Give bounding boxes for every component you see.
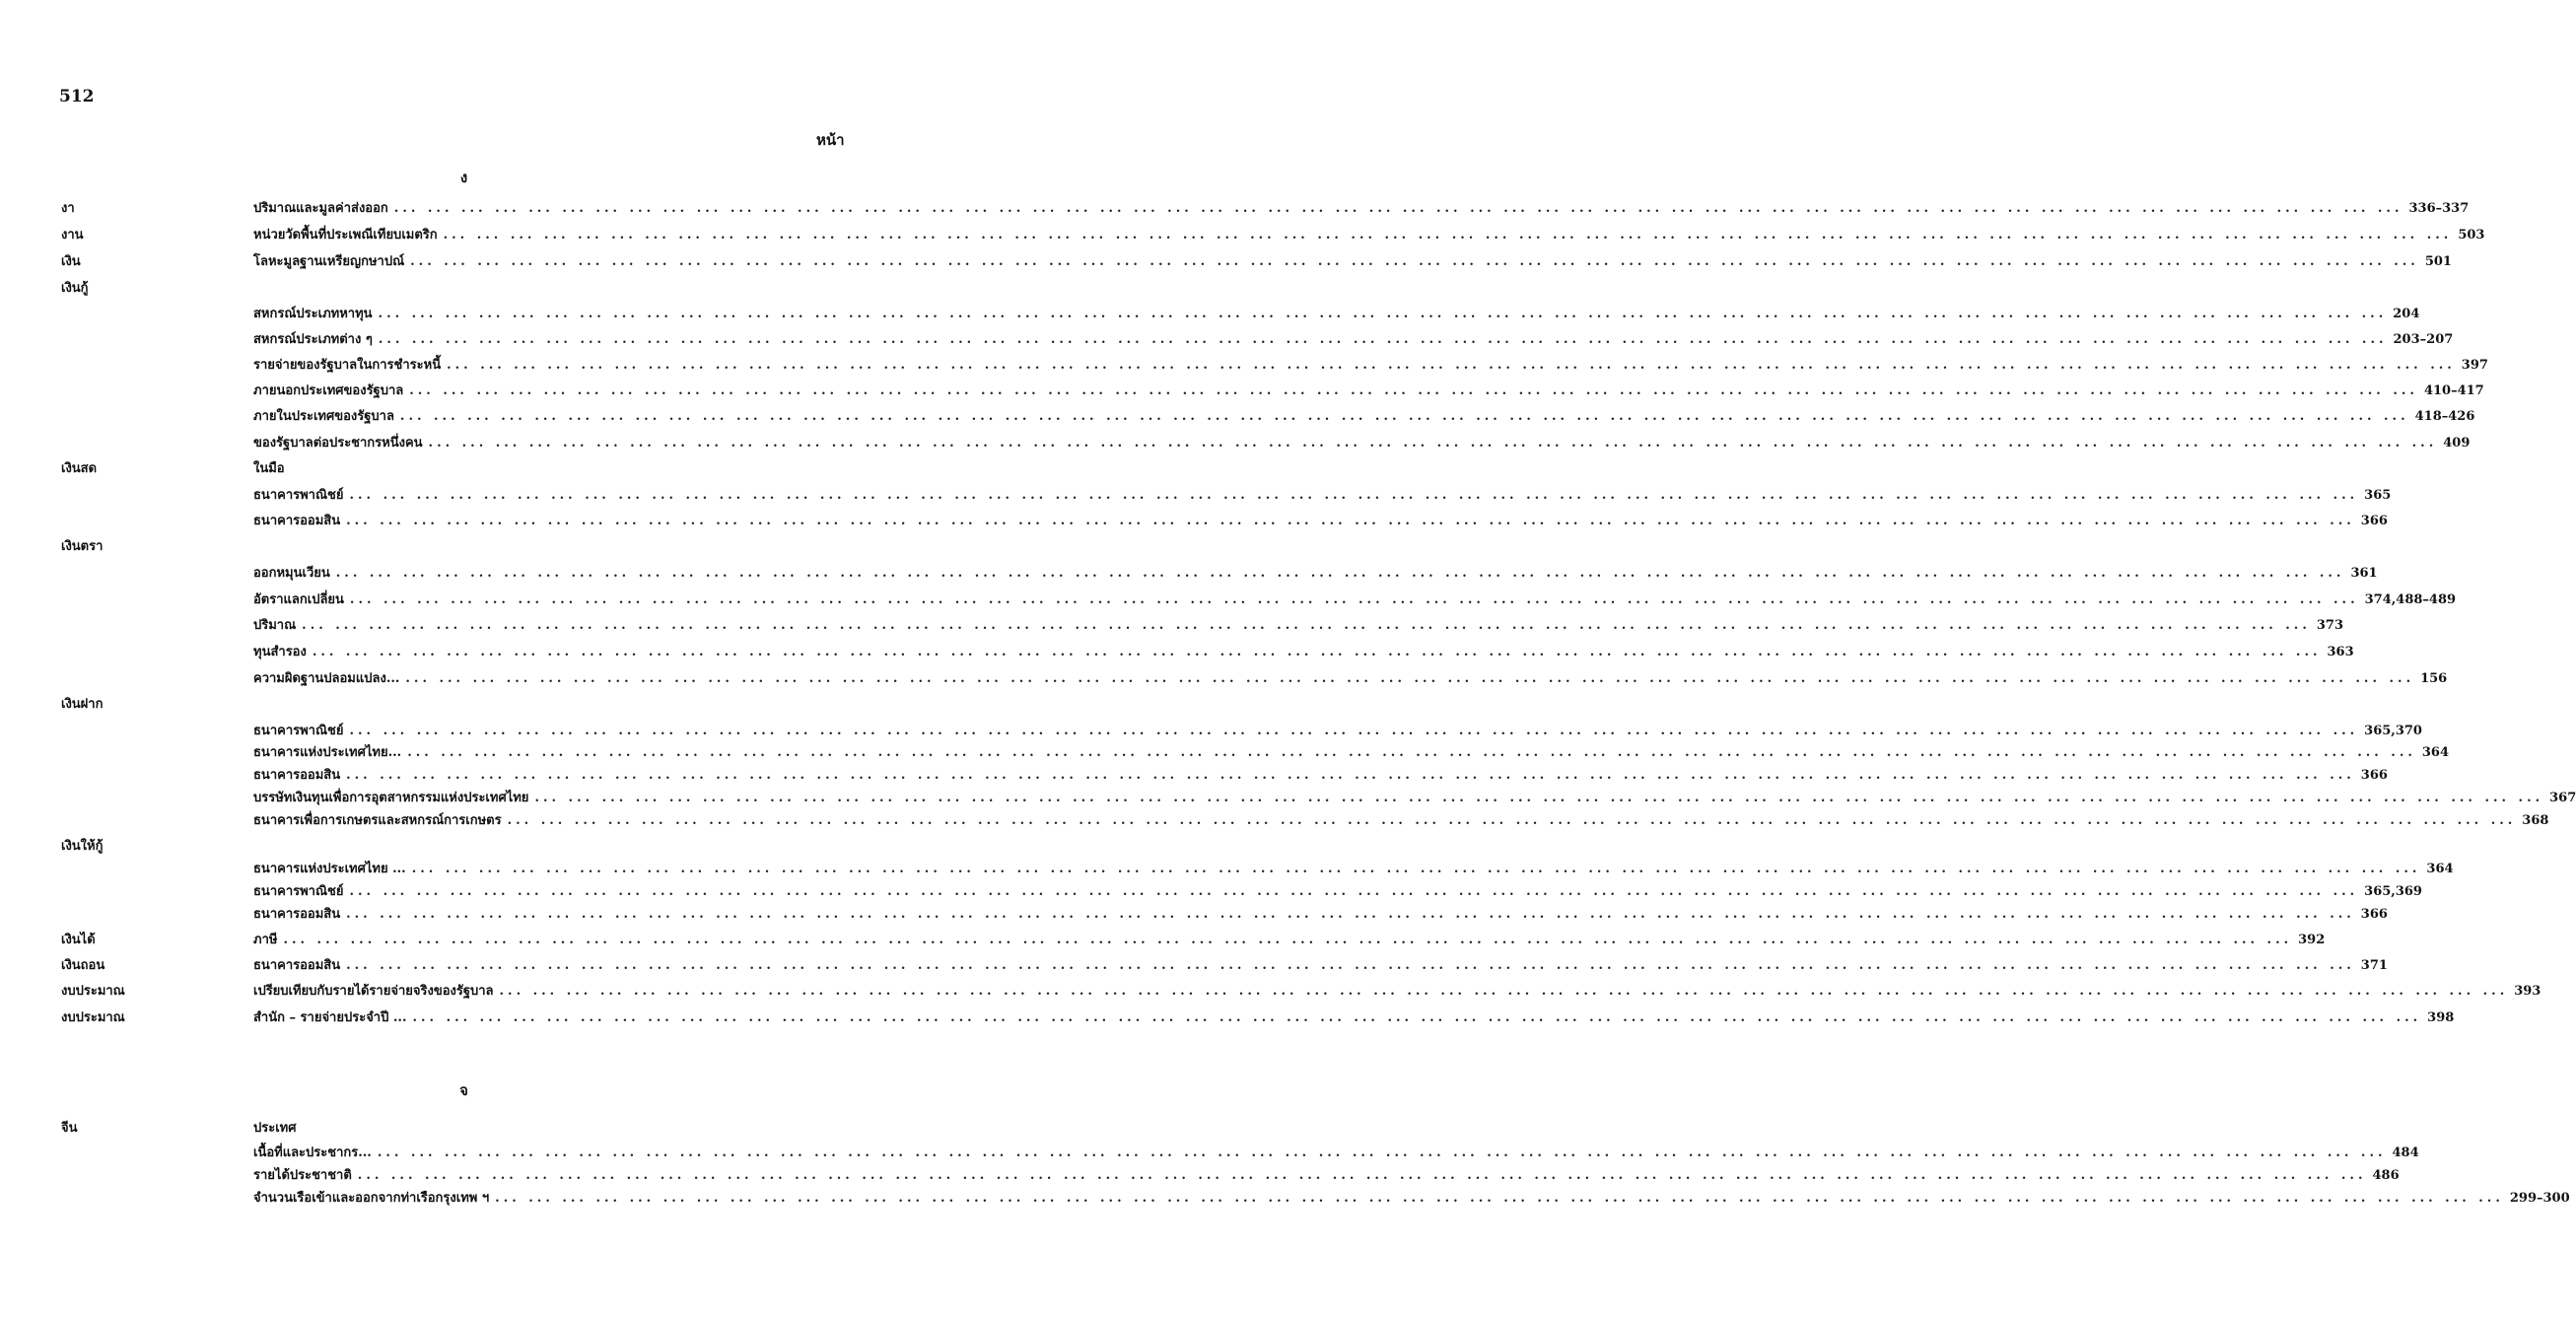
dot-leader: ... ... ... ... ... ... ... ... ... ... ... ... ... ... ... ... ... ... ... ... ... ... ... ... ... ... ... ... ... ... ... ... ... ... ... ... ... ... ... ... ... ... ... ... ... ... ... ... ... ... ... ... ... ... ... ... ... ... ... ... bbox=[412, 1010, 2422, 1025]
entry-label: สหกรณ์ประเภทหาทุน bbox=[253, 307, 373, 321]
index-term: งาน bbox=[61, 228, 84, 243]
index-row bbox=[0, 667, 2448, 687]
dot-leader: ... ... ... ... ... ... ... ... ... ... ... ... ... ... ... ... ... ... ... ... ... ... ... ... ... ... ... ... ... ... ... ... ... ... ... ... ... ... ... ... ... ... ... ... ... ... ... ... ... ... ... ... ... ... ... ... ... ... ... ... bbox=[428, 436, 2438, 451]
dot-leader: ... ... ... ... ... ... ... ... ... ... ... ... ... ... ... ... ... ... ... ... ... ... ... ... ... ... ... ... ... ... ... ... ... ... ... ... ... ... ... ... ... ... ... ... ... ... ... ... ... ... ... ... ... ... ... ... ... ... ... ... bbox=[443, 228, 2453, 243]
index-row bbox=[0, 354, 2488, 374]
section-letter-heading: จ bbox=[459, 1081, 468, 1099]
index-term: เงิน bbox=[61, 254, 81, 269]
entry-label: ธนาคารพาณิชย์ bbox=[253, 724, 344, 738]
dot-leader: ... ... ... ... ... ... ... ... ... ... ... ... ... ... ... ... ... ... ... ... ... ... ... ... ... ... ... ... ... ... ... ... ... ... ... ... ... ... ... ... ... ... ... ... ... ... ... ... ... ... ... ... ... ... ... ... ... ... ... ... bbox=[377, 1145, 2387, 1160]
entry-label: ธนาคารพาณิชย์ bbox=[253, 884, 344, 899]
index-entry bbox=[253, 787, 2576, 807]
entry-label: ทุนสำรอง bbox=[253, 645, 307, 659]
dot-leader: ... ... ... ... ... ... ... ... ... ... ... ... ... ... ... ... ... ... ... ... ... ... ... ... ... ... ... ... ... ... ... ... ... ... ... ... ... ... ... ... ... ... ... ... ... ... ... ... ... ... ... ... ... ... ... ... ... ... ... ... bbox=[447, 358, 2456, 373]
dot-leader: ... ... ... ... ... ... ... ... ... ... ... ... ... ... ... ... ... ... ... ... ... ... ... ... ... ... ... ... ... ... ... ... ... ... ... ... ... ... ... ... ... ... ... ... ... ... ... ... ... ... ... ... ... ... ... ... ... ... ... ... bbox=[349, 884, 2359, 899]
entry-label: ภายในประเทศของรัฐบาล bbox=[253, 409, 394, 424]
index-row bbox=[0, 328, 2454, 348]
entry-page-ref: 398 bbox=[2427, 1010, 2455, 1025]
index-row bbox=[0, 835, 928, 855]
entry-page-ref: 365 bbox=[2364, 488, 2392, 503]
section-letter-heading: ง bbox=[459, 169, 468, 186]
dot-leader: ... ... ... ... ... ... ... ... ... ... ... ... ... ... ... ... ... ... ... ... ... ... ... ... ... ... ... ... ... ... ... ... ... ... ... ... ... ... ... ... ... ... ... ... ... ... ... ... ... ... ... ... ... ... ... ... ... ... ... ... bbox=[349, 488, 2359, 503]
dot-leader: ... ... ... ... ... ... ... ... ... ... ... ... ... ... ... ... ... ... ... ... ... ... ... ... ... ... ... ... ... ... ... ... ... ... ... ... ... ... ... ... ... ... ... ... ... ... ... ... ... ... ... ... ... ... ... ... ... ... ... ... bbox=[346, 768, 2355, 783]
entry-label: ออกหมุนเวียน bbox=[253, 566, 330, 581]
index-term: งา bbox=[61, 201, 75, 216]
entry-label: ธนาคารแห่งประเทศไทย ... bbox=[253, 862, 406, 876]
index-row bbox=[0, 380, 2484, 399]
entry-page-ref: 204 bbox=[2393, 307, 2420, 321]
dot-leader: ... ... ... ... ... ... ... ... ... ... ... ... ... ... ... ... ... ... ... ... ... ... ... ... ... ... ... ... ... ... ... ... ... ... ... ... ... ... ... ... ... ... ... ... ... ... ... ... ... ... ... ... ... ... ... ... ... ... ... ... bbox=[393, 201, 2403, 216]
dot-leader: ... ... ... ... ... ... ... ... ... ... ... ... ... ... ... ... ... ... ... ... ... ... ... ... ... ... ... ... ... ... ... ... ... ... ... ... ... ... ... ... ... ... ... ... ... ... ... ... ... ... ... ... ... ... ... ... ... ... ... ... bbox=[349, 724, 2359, 738]
page-number: 512 bbox=[59, 87, 95, 106]
index-row bbox=[0, 614, 2343, 634]
dot-leader: ... ... ... ... ... ... ... ... ... ... ... ... ... ... ... ... ... ... ... ... ... ... ... ... ... ... ... ... ... ... ... ... ... ... ... ... ... ... ... ... ... ... ... ... ... ... ... ... ... ... ... ... ... ... ... ... ... ... ... ... bbox=[399, 409, 2409, 424]
entry-page-ref: 393 bbox=[2514, 984, 2541, 999]
index-entry bbox=[253, 1117, 851, 1138]
index-term: เงินตรา bbox=[61, 539, 104, 554]
index-entry bbox=[253, 614, 2343, 635]
entry-page-ref: 503 bbox=[2458, 228, 2485, 243]
index-row bbox=[0, 197, 2470, 217]
index-row bbox=[0, 303, 2420, 322]
entry-label: ภายนอกประเทศของรัฐบาล bbox=[253, 383, 404, 398]
index-entry bbox=[253, 903, 2388, 924]
index-entry bbox=[253, 880, 2422, 901]
index-row bbox=[0, 1187, 2570, 1207]
index-entry bbox=[253, 980, 2541, 1001]
entry-page-ref: 363 bbox=[2327, 645, 2354, 659]
dot-leader: ... ... ... ... ... ... ... ... ... ... ... ... ... ... ... ... ... ... ... ... ... ... ... ... ... ... ... ... ... ... ... ... ... ... ... ... ... ... ... ... ... ... ... ... ... ... ... ... ... ... ... ... ... ... ... ... ... ... ... ... bbox=[411, 862, 2421, 876]
entry-page-ref: 364 bbox=[2426, 862, 2454, 876]
entry-page-ref: 203–207 bbox=[2393, 332, 2454, 347]
entry-page-ref: 374,488–489 bbox=[2364, 592, 2457, 607]
index-entry bbox=[253, 858, 2454, 878]
index-row bbox=[0, 903, 2388, 923]
index-term: งบประมาณ bbox=[61, 1010, 125, 1025]
entry-label: สำนัก – รายจ่ายประจำปี ... bbox=[253, 1010, 407, 1025]
entry-label: เปรียบเทียบกับรายได้รายจ่ายจริงของรัฐบาล bbox=[253, 984, 494, 999]
entry-label: ธนาคารออมสิน bbox=[253, 907, 341, 922]
index-row bbox=[0, 954, 2388, 974]
index-entry bbox=[253, 510, 2388, 530]
dot-leader: ... ... ... ... ... ... ... ... ... ... ... ... ... ... ... ... ... ... ... ... ... ... ... ... ... ... ... ... ... ... ... ... ... ... ... ... ... ... ... ... ... ... ... ... ... ... ... ... ... ... ... ... ... ... ... ... ... ... ... ... bbox=[534, 791, 2544, 805]
entry-label: ภาษี bbox=[253, 933, 278, 947]
entry-page-ref: 367 bbox=[2549, 791, 2576, 805]
entry-label: ความผิดฐานปลอมแปลง... bbox=[253, 671, 400, 686]
entry-label: บรรษัทเงินทุนเพื่อการอุตสาหกรรมแห่งประเทศไทย bbox=[253, 791, 529, 805]
entry-label: จำนวนเรือเข้าและออกจากท่าเรือกรุงเทพ ฯ bbox=[253, 1191, 490, 1206]
index-row bbox=[0, 1006, 2455, 1026]
index-entry bbox=[253, 1006, 2455, 1027]
index-row bbox=[0, 764, 2388, 784]
index-entry bbox=[253, 224, 2485, 244]
index-entry bbox=[253, 250, 2452, 271]
dot-leader: ... ... ... ... ... ... ... ... ... ... ... ... ... ... ... ... ... ... ... ... ... ... ... ... ... ... ... ... ... ... ... ... ... ... ... ... ... ... ... ... ... ... ... ... ... ... ... ... ... ... ... ... ... ... ... ... ... ... ... ... bbox=[312, 645, 2322, 659]
index-row bbox=[0, 510, 2388, 529]
index-entry bbox=[253, 589, 2457, 609]
dot-leader: ... ... ... ... ... ... ... ... ... ... ... ... ... ... ... ... ... ... ... ... ... ... ... ... ... ... ... ... ... ... ... ... ... ... ... ... ... ... ... ... ... ... ... ... ... ... ... ... ... ... ... ... ... ... ... ... ... ... ... ... bbox=[378, 332, 2388, 347]
index-entry bbox=[253, 432, 2471, 452]
index-row bbox=[0, 929, 2326, 948]
page-column-heading: หน้า bbox=[816, 131, 845, 149]
index-row bbox=[0, 250, 2452, 270]
entry-page-ref: 299–300 bbox=[2509, 1191, 2570, 1206]
index-entry bbox=[253, 1187, 2570, 1208]
index-row bbox=[0, 484, 2392, 504]
entry-page-ref: 336–337 bbox=[2408, 201, 2470, 216]
index-entry bbox=[253, 484, 2392, 505]
dot-leader: ... ... ... ... ... ... ... ... ... ... ... ... ... ... ... ... ... ... ... ... ... ... ... ... ... ... ... ... ... ... ... ... ... ... ... ... ... ... ... ... ... ... ... ... ... ... ... ... ... ... ... ... ... ... ... ... ... ... ... ... bbox=[335, 566, 2345, 581]
entry-page-ref: 366 bbox=[2360, 907, 2388, 922]
dot-leader: ... ... ... ... ... ... ... ... ... ... ... ... ... ... ... ... ... ... ... ... ... ... ... ... ... ... ... ... ... ... ... ... ... ... ... ... ... ... ... ... ... ... ... ... ... ... ... ... ... ... ... ... ... ... ... ... ... ... ... ... bbox=[346, 907, 2355, 922]
entry-label: ในมือ bbox=[253, 461, 285, 476]
index-row bbox=[0, 1164, 2400, 1184]
index-row bbox=[0, 1142, 2419, 1161]
dot-leader: ... ... ... ... ... ... ... ... ... ... ... ... ... ... ... ... ... ... ... ... ... ... ... ... ... ... ... ... ... ... ... ... ... ... ... ... ... ... ... ... ... ... ... ... ... ... ... ... ... ... ... ... ... ... ... ... ... ... ... ... bbox=[499, 984, 2509, 999]
index-row bbox=[0, 589, 2457, 608]
index-entry bbox=[253, 1142, 2419, 1162]
dot-leader: ... ... ... ... ... ... ... ... ... ... ... ... ... ... ... ... ... ... ... ... ... ... ... ... ... ... ... ... ... ... ... ... ... ... ... ... ... ... ... ... ... ... ... ... ... ... ... ... ... ... ... ... ... ... ... ... ... ... ... ... bbox=[407, 745, 2416, 760]
index-row bbox=[0, 720, 2422, 739]
index-term: เงินได้ bbox=[61, 933, 96, 947]
index-row bbox=[0, 858, 2454, 877]
index-term: เงินให้กู้ bbox=[61, 839, 104, 854]
index-entry bbox=[253, 954, 2388, 975]
entry-page-ref: 364 bbox=[2421, 745, 2450, 760]
index-entry bbox=[253, 741, 2450, 762]
entry-label: ประเทศ bbox=[253, 1121, 297, 1136]
index-row bbox=[0, 562, 2378, 582]
index-row bbox=[0, 1117, 928, 1137]
entry-page-ref: 365,370 bbox=[2364, 724, 2422, 738]
index-entry bbox=[253, 457, 851, 478]
entry-label: ธนาคารแห่งประเทศไทย... bbox=[253, 745, 402, 760]
entry-page-ref: 366 bbox=[2360, 768, 2388, 783]
index-row bbox=[0, 277, 928, 297]
index-term: เงินสด bbox=[61, 461, 98, 476]
entry-label: รายได้ประชาชาติ bbox=[253, 1168, 352, 1183]
index-term: เงินถอน bbox=[61, 958, 105, 973]
entry-page-ref: 409 bbox=[2443, 436, 2471, 451]
entry-label: รายจ่ายของรัฐบาลในการชำระหนี้ bbox=[253, 358, 442, 373]
entry-page-ref: 156 bbox=[2420, 671, 2448, 686]
index-entry bbox=[253, 354, 2488, 375]
index-entry bbox=[253, 303, 2420, 323]
dot-leader: ... ... ... ... ... ... ... ... ... ... ... ... ... ... ... ... ... ... ... ... ... ... ... ... ... ... ... ... ... ... ... ... ... ... ... ... ... ... ... ... ... ... ... ... ... ... ... ... ... ... ... ... ... ... ... ... ... ... ... ... bbox=[405, 671, 2415, 686]
dot-leader: ... ... ... ... ... ... ... ... ... ... ... ... ... ... ... ... ... ... ... ... ... ... ... ... ... ... ... ... ... ... ... ... ... ... ... ... ... ... ... ... ... ... ... ... ... ... ... ... ... ... ... ... ... ... ... ... ... ... ... ... bbox=[346, 958, 2355, 973]
index-row bbox=[0, 535, 928, 555]
index-entry bbox=[253, 405, 2475, 426]
index-row bbox=[0, 224, 2485, 243]
index-term: งบประมาณ bbox=[61, 984, 125, 999]
entry-label: ธนาคารพาณิชย์ bbox=[253, 488, 344, 503]
entry-page-ref: 366 bbox=[2360, 514, 2388, 528]
entry-label: เนื้อที่และประชากร... bbox=[253, 1145, 372, 1160]
entry-label: ปริมาณ bbox=[253, 618, 297, 633]
entry-label: สหกรณ์ประเภทต่าง ๆ bbox=[253, 332, 373, 347]
index-row bbox=[0, 787, 2576, 806]
index-term: จีน bbox=[61, 1121, 78, 1136]
dot-leader: ... ... ... ... ... ... ... ... ... ... ... ... ... ... ... ... ... ... ... ... ... ... ... ... ... ... ... ... ... ... ... ... ... ... ... ... ... ... ... ... ... ... ... ... ... ... ... ... ... ... ... ... ... ... ... ... ... ... ... ... bbox=[302, 618, 2311, 633]
index-row bbox=[0, 432, 2471, 451]
entry-page-ref: 361 bbox=[2350, 566, 2378, 581]
entry-label: ของรัฐบาลต่อประชากรหนึ่งคน bbox=[253, 436, 423, 451]
dot-leader: ... ... ... ... ... ... ... ... ... ... ... ... ... ... ... ... ... ... ... ... ... ... ... ... ... ... ... ... ... ... ... ... ... ... ... ... ... ... ... ... ... ... ... ... ... ... ... ... ... ... ... ... ... ... ... ... ... ... ... ... bbox=[495, 1191, 2504, 1206]
index-entry bbox=[253, 929, 2326, 949]
entry-page-ref: 418–426 bbox=[2414, 409, 2475, 424]
index-entry bbox=[253, 1164, 2400, 1185]
entry-page-ref: 365,369 bbox=[2364, 884, 2422, 899]
entry-label: ธนาคารออมสิน bbox=[253, 958, 341, 973]
dot-leader: ... ... ... ... ... ... ... ... ... ... ... ... ... ... ... ... ... ... ... ... ... ... ... ... ... ... ... ... ... ... ... ... ... ... ... ... ... ... ... ... ... ... ... ... ... ... ... ... ... ... ... ... ... ... ... ... ... ... ... ... bbox=[378, 307, 2388, 321]
dot-leader: ... ... ... ... ... ... ... ... ... ... ... ... ... ... ... ... ... ... ... ... ... ... ... ... ... ... ... ... ... ... ... ... ... ... ... ... ... ... ... ... ... ... ... ... ... ... ... ... ... ... ... ... ... ... ... ... ... ... ... ... bbox=[409, 383, 2418, 398]
index-entry bbox=[253, 641, 2354, 661]
index-entry bbox=[253, 197, 2470, 218]
entry-label: ธนาคารออมสิน bbox=[253, 514, 341, 528]
dot-leader: ... ... ... ... ... ... ... ... ... ... ... ... ... ... ... ... ... ... ... ... ... ... ... ... ... ... ... ... ... ... ... ... ... ... ... ... ... ... ... ... ... ... ... ... ... ... ... ... ... ... ... ... ... ... ... ... ... ... ... ... bbox=[357, 1168, 2367, 1183]
dot-leader: ... ... ... ... ... ... ... ... ... ... ... ... ... ... ... ... ... ... ... ... ... ... ... ... ... ... ... ... ... ... ... ... ... ... ... ... ... ... ... ... ... ... ... ... ... ... ... ... ... ... ... ... ... ... ... ... ... ... ... ... bbox=[283, 933, 2293, 947]
index-row bbox=[0, 809, 2549, 829]
index-row bbox=[0, 405, 2475, 425]
index-term: เงินกู้ bbox=[61, 281, 89, 296]
index-row bbox=[0, 880, 2422, 900]
index-row bbox=[0, 980, 2541, 1000]
index-entry bbox=[253, 809, 2549, 830]
entry-page-ref: 501 bbox=[2424, 254, 2452, 269]
dot-leader: ... ... ... ... ... ... ... ... ... ... ... ... ... ... ... ... ... ... ... ... ... ... ... ... ... ... ... ... ... ... ... ... ... ... ... ... ... ... ... ... ... ... ... ... ... ... ... ... ... ... ... ... ... ... ... ... ... ... ... ... bbox=[410, 254, 2419, 269]
index-entry bbox=[253, 764, 2388, 785]
dot-leader: ... ... ... ... ... ... ... ... ... ... ... ... ... ... ... ... ... ... ... ... ... ... ... ... ... ... ... ... ... ... ... ... ... ... ... ... ... ... ... ... ... ... ... ... ... ... ... ... ... ... ... ... ... ... ... ... ... ... ... ... bbox=[507, 813, 2517, 828]
index-entry bbox=[253, 380, 2484, 400]
entry-page-ref: 368 bbox=[2522, 813, 2549, 828]
dot-leader: ... ... ... ... ... ... ... ... ... ... ... ... ... ... ... ... ... ... ... ... ... ... ... ... ... ... ... ... ... ... ... ... ... ... ... ... ... ... ... ... ... ... ... ... ... ... ... ... ... ... ... ... ... ... ... ... ... ... ... ... bbox=[349, 592, 2359, 607]
index-entry bbox=[253, 562, 2378, 583]
entry-label: ธนาคารเพื่อการเกษตรและสหกรณ์การเกษตร bbox=[253, 813, 502, 828]
index-row bbox=[0, 457, 928, 477]
entry-page-ref: 397 bbox=[2461, 358, 2488, 373]
entry-page-ref: 373 bbox=[2316, 618, 2343, 633]
entry-page-ref: 410–417 bbox=[2423, 383, 2484, 398]
entry-page-ref: 486 bbox=[2372, 1168, 2400, 1183]
entry-page-ref: 484 bbox=[2392, 1145, 2419, 1160]
entry-label: โลหะมูลฐานเหรียญกษาปณ์ bbox=[253, 254, 405, 269]
entry-page-ref: 371 bbox=[2360, 958, 2388, 973]
entry-label: อัตราแลกเปลี่ยน bbox=[253, 592, 344, 607]
index-entry bbox=[253, 720, 2422, 740]
entry-label: ธนาคารออมสิน bbox=[253, 768, 341, 783]
entry-label: หน่วยวัดพื้นที่ประเพณีเทียบเมตริก bbox=[253, 228, 438, 243]
index-term: เงินฝาก bbox=[61, 697, 104, 712]
entry-label: ปริมาณและมูลค่าส่งออก bbox=[253, 201, 388, 216]
index-entry bbox=[253, 667, 2448, 688]
entry-page-ref: 392 bbox=[2298, 933, 2326, 947]
index-row bbox=[0, 693, 928, 713]
index-row bbox=[0, 741, 2450, 761]
dot-leader: ... ... ... ... ... ... ... ... ... ... ... ... ... ... ... ... ... ... ... ... ... ... ... ... ... ... ... ... ... ... ... ... ... ... ... ... ... ... ... ... ... ... ... ... ... ... ... ... ... ... ... ... ... ... ... ... ... ... ... ... bbox=[346, 514, 2355, 528]
index-entry bbox=[253, 328, 2454, 349]
index-row bbox=[0, 641, 2354, 660]
